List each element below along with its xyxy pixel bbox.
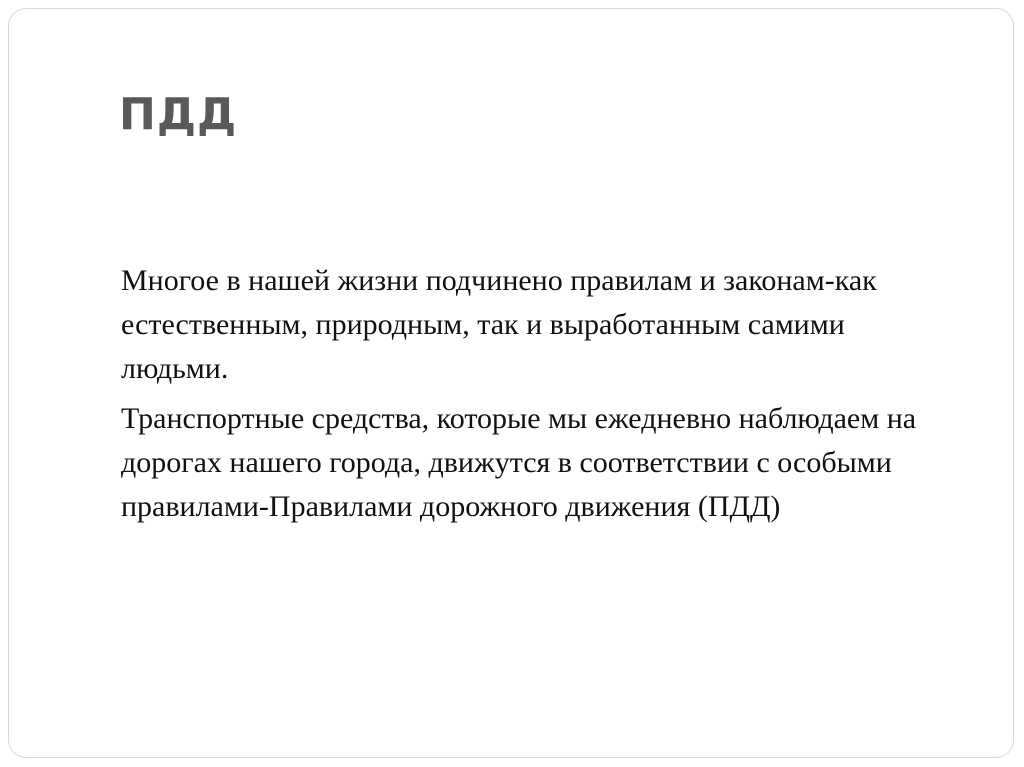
slide-canvas xyxy=(8,8,1014,758)
slide-body xyxy=(121,259,951,533)
page-title: ПДД xyxy=(119,89,238,140)
body-paragraph-2: Транспортные средства, которые мы ежедневно наблюдаем на дорогах нашего города, движутся в соответствии с особыми правилами-Правилами дорожного движения (ПДД) xyxy=(121,402,917,523)
body-paragraph-1: Многое в нашей жизни подчинено правилам и законам-как естественным, природным, так и выработанным самими людьми. xyxy=(121,264,877,385)
